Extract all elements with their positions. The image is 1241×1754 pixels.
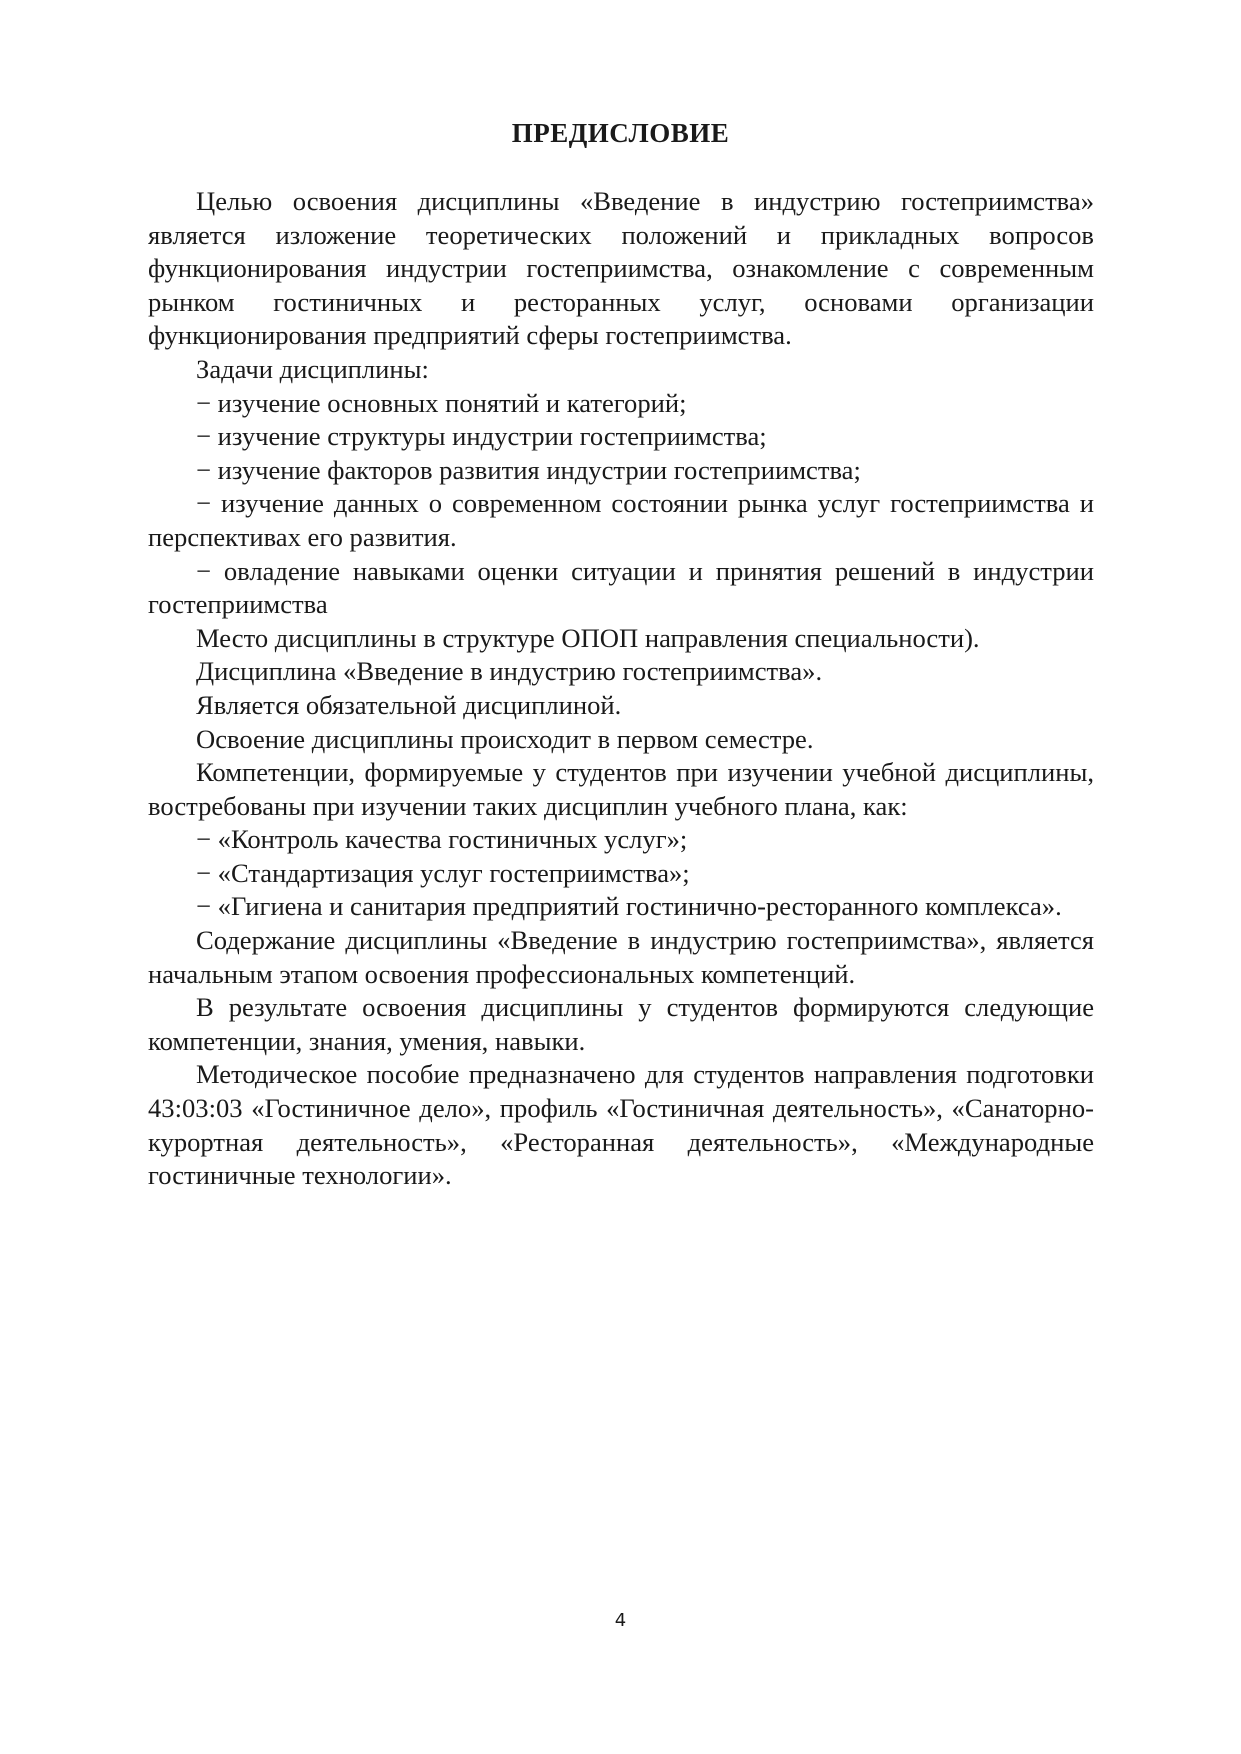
paragraph-tasks-heading: Задачи дисциплины: (196, 353, 429, 384)
list-item: − «Стандартизация услуг гостеприимства»; (196, 857, 690, 888)
list-item: − «Гигиена и санитария предприятий гостинично-ресторанного комплекса». (196, 891, 1062, 922)
paragraph-place: Место дисциплины в структуре ОПОП направления специальности). (196, 622, 980, 653)
list-item: − изучение структуры индустрии гостеприимства; (196, 421, 767, 452)
list-item: − «Контроль качества гостиничных услуг»; (196, 824, 688, 855)
paragraph-discipline: Дисциплина «Введение в индустрию гостеприимства». (196, 656, 823, 687)
body-text (148, 185, 1094, 1193)
paragraph-semester: Освоение дисциплины происходит в первом семестре. (196, 723, 814, 754)
paragraph-result: В результате освоения дисциплины у студентов формируются следующие компетенции, знания, умения, навыки. (148, 992, 1094, 1056)
paragraph-competencies: Компетенции, формируемые у студентов при изучении учебной дисциплины, востребованы при изучении таких дисциплин учебного плана, как: (148, 757, 1094, 821)
page-title: ПРЕДИСЛОВИЕ (511, 118, 730, 148)
list-item: − изучение данных о современном состоянии рынка услуг гостеприимства и перспективах его развития. (148, 488, 1094, 552)
paragraph-mandatory: Является обязательной дисциплиной. (196, 689, 622, 720)
list-item: − изучение факторов развития индустрии гостеприимства; (196, 454, 861, 485)
list-item: − изучение основных понятий и категорий; (196, 387, 687, 418)
list-item: − овладение навыками оценки ситуации и принятия решений в индустрии гостеприимства (148, 555, 1094, 620)
paragraph-audience: Методическое пособие предназначено для студентов направления подготовки 43:03:03 «Гостиничное дело», профиль «Гостиничная деятельность», «Санаторно-курортная деятельность», «Ресторанная деятельность», «Международные гостиничные технологии». (148, 1059, 1094, 1191)
paragraph-content: Содержание дисциплины «Введение в индустрию гостеприимства», является начальным этапом освоения профессиональных компетенций. (148, 925, 1094, 989)
paragraph-goal: Целью освоения дисциплины «Введение в индустрию гостеприимства» является изложение теоретических положений и прикладных вопросов функционирования индустрии гостеприимства, ознакомление с современным рынком гостиничных и ресторанных услуг, основами организации функционирования предприятий сферы гостеприимства. (148, 186, 1094, 351)
page-number: 4 (614, 1610, 627, 1631)
